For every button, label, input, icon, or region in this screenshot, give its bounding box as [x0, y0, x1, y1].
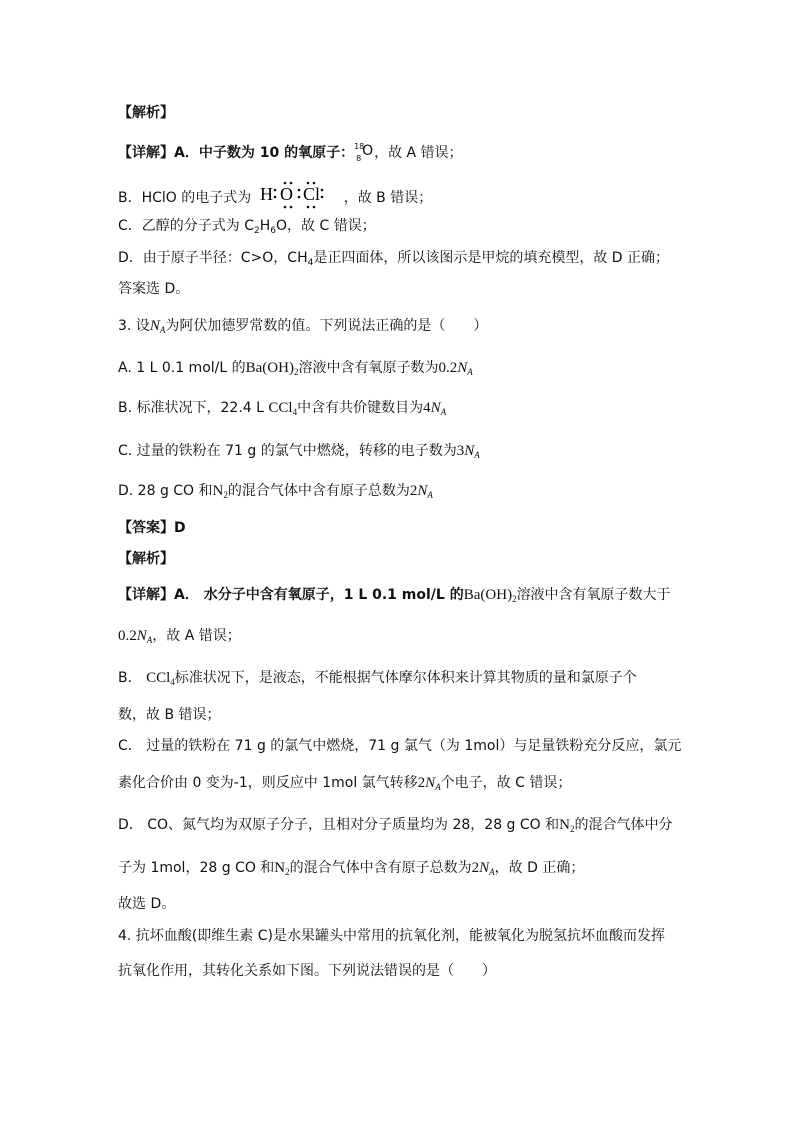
q3-detail-b-suffix: 标准状况下，是液态，不能根据气体摩尔体积来计算其物质的量和氯原子个: [174, 670, 637, 686]
option-b: [118, 398, 446, 422]
hclo-electron-formula: [258, 180, 342, 210]
option-b-prefix: B. 标准状况下，22.4 L: [118, 400, 269, 416]
option-b-mid: 中含有共价键数目为: [297, 400, 424, 416]
option-d-mid: 的混合气体中含有原子总数为: [227, 483, 410, 499]
q3-analysis-heading: 【解析】: [118, 551, 174, 567]
detail-a-line: [118, 141, 463, 163]
detail-c-h: H: [259, 218, 271, 234]
question-3-stem: [118, 316, 487, 340]
option-d-prefix: D. 28 g CO 和: [118, 483, 213, 499]
avogadro-symbol: $N_A$: [136, 628, 153, 645]
subscript: 4: [307, 258, 314, 268]
detail-c-line: [118, 216, 376, 241]
detail-b-text: B．HClO 的电子式为: [118, 190, 252, 206]
option-a-prefix: A. 1 L 0.1 mol/L 的: [118, 360, 246, 376]
option-d-value: 2: [409, 483, 418, 499]
option-d: [118, 481, 433, 505]
q3-detail-d1-suffix: 的混合气体中分: [574, 817, 673, 833]
detail-a-suffix: ，故 A 错误；: [374, 145, 463, 161]
isotope-atomic-number: 8: [356, 154, 362, 163]
q3-detail-a-suffix: 溶液中含有氧原子数大于: [516, 587, 671, 603]
baoh2-formula: $Ba(OH)_2$: [245, 360, 299, 377]
detail-a-text: 【详解】A．中子数为 10 的氧原子：: [118, 145, 355, 161]
q3-detail-a-line1: [118, 585, 671, 609]
option-b-value: 4: [423, 400, 431, 416]
q3-answer: 【答案】D: [118, 520, 186, 536]
lewis-h: H: [259, 184, 273, 204]
q3-detail-a-prefix: 【详解】A． 水分子中含有氧原子，1 L 0.1 mol/L 的: [118, 587, 464, 603]
q3-detail-d2-suffix: ，故 D 正确；: [494, 860, 585, 876]
avogadro-symbol: $N_A$: [430, 400, 447, 417]
question-4-line1: 4. 抗坏血酸(即维生素 C)是水果罐头中常用的抗氧化剂，能被氧化为脱氢抗坏血酸而发挥: [118, 928, 665, 944]
detail-d-suffix: 是正四面体，所以该图示是甲烷的填充模型，故 D 正确；: [313, 250, 670, 266]
q3-detail-c2-suffix: 个电子，故 C 错误；: [440, 775, 572, 791]
analysis-heading: 【解析】: [118, 105, 174, 121]
q3-stem-prefix: 3. 设: [118, 318, 150, 334]
avogadro-symbol: $N_A$: [464, 443, 480, 460]
ccl4-formula: CCl$_4$: [268, 400, 298, 417]
q3-detail-a-line2: [118, 626, 241, 650]
q3-detail-d2-mid: 的混合气体中含有原子总数为: [289, 860, 472, 876]
q3-detail-b-line1: [118, 668, 637, 692]
option-a-value: 0.2: [438, 360, 458, 376]
subscript: 6: [270, 226, 277, 236]
subscript: 2: [254, 226, 260, 236]
ccl4-formula: CCl$_4$: [146, 670, 175, 687]
baoh2-formula: $Ba(OH)_2$: [463, 587, 517, 604]
avogadro-symbol: $N_A$: [479, 860, 495, 877]
q3-detail-a-value: 0.2: [118, 628, 137, 644]
isotope-element: O: [362, 143, 374, 159]
q3-detail-c2-value: 2: [417, 775, 426, 791]
q3-detail-d2-value: 2: [471, 860, 480, 876]
n2-formula: $N_2$: [274, 860, 290, 877]
q3-detail-a2-suffix: ，故 A 错误；: [152, 628, 241, 644]
option-a: [118, 358, 473, 382]
detail-b-line: [118, 180, 432, 210]
q3-stem-suffix: 为阿伏加德罗常数的值。下列说法正确的是（ ）: [165, 318, 488, 334]
q3-conclusion: 故选 D。: [118, 896, 176, 912]
lewis-o: O: [279, 184, 293, 204]
avogadro-symbol: $N_A$: [425, 775, 441, 792]
q3-detail-b-prefix: B．: [118, 670, 147, 686]
option-a-mid: 溶液中含有氧原子数为: [298, 360, 439, 376]
avogadro-symbol: $N_A$: [417, 483, 433, 500]
lewis-cl: Cl: [302, 184, 320, 204]
avogadro-symbol: $N_A$: [149, 318, 166, 335]
avogadro-symbol: $N_A$: [457, 360, 473, 377]
option-c-prefix: C. 过量的铁粉在 71 g 的氯气中燃烧，转移的电子数为: [118, 443, 457, 459]
q3-detail-b-line2: 数，故 B 错误；: [118, 707, 221, 723]
n2-formula: $N_2$: [212, 483, 228, 500]
q3-detail-d1-prefix: D． CO、氮气均为双原子分子，且相对分子质量均为 28，28 g CO 和: [118, 817, 560, 833]
oxygen-isotope-symbol: [354, 141, 374, 163]
q3-detail-c2-prefix: 素化合价由 0 变为-1，则反应中 1mol 氯气转移: [118, 775, 418, 791]
detail-d-line: [118, 248, 669, 273]
detail-c-text: C．乙醇的分子式为 C: [118, 218, 255, 234]
question-4-line2: 抗氧化作用，其转化关系如下图。下列说法错误的是（ ）: [118, 963, 496, 979]
answer-line: 答案选 D。: [118, 281, 190, 297]
q3-detail-d-line1: [118, 815, 672, 839]
option-c-value: 3: [456, 443, 465, 459]
q3-detail-d2-prefix: 子为 1mol，28 g CO 和: [118, 860, 275, 876]
q3-detail-d-line2: [118, 858, 584, 882]
option-c: [118, 441, 480, 465]
n2-formula: $N_2$: [559, 817, 575, 834]
q3-detail-c-line1: C． 过量的铁粉在 71 g 的氯气中燃烧，71 g 氯气（为 1mol）与足量铁粉充分反应，氯元: [118, 738, 682, 754]
detail-b-suffix: ，故 B 错误；: [343, 190, 433, 206]
detail-c-suffix: O，故 C 错误；: [276, 218, 376, 234]
q3-detail-c-line2: [118, 773, 571, 797]
detail-d-text: D．由于原子半径：C>O，CH: [118, 250, 308, 266]
isotope-mass-number: 18: [354, 142, 365, 151]
